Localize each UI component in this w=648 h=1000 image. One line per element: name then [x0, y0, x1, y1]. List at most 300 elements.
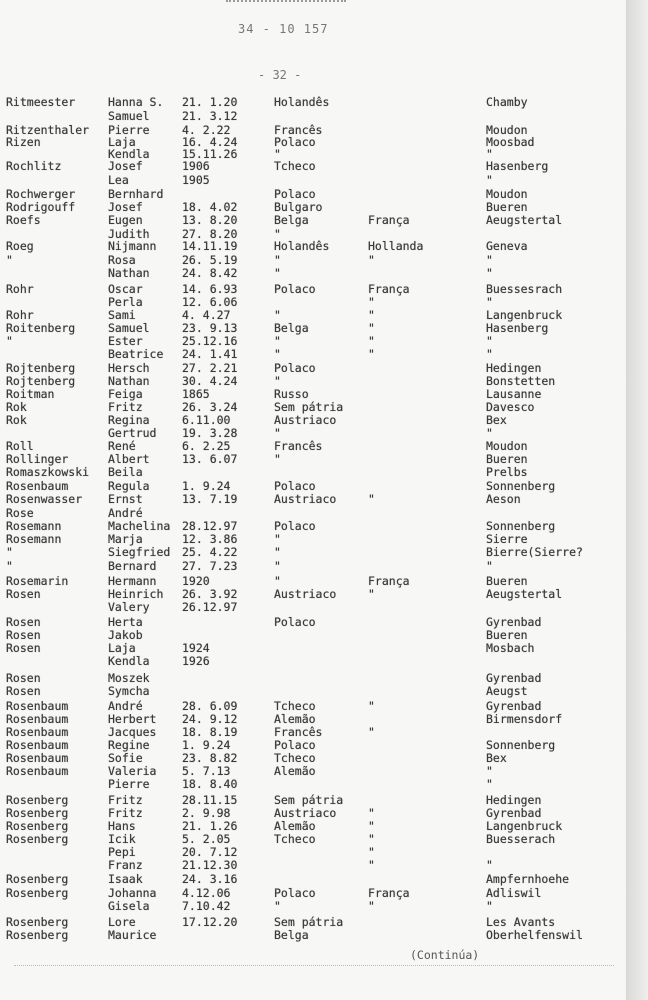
list-row [0, 283, 628, 296]
given-name-cell: Ester [108, 334, 143, 348]
residence-cell: " [486, 777, 493, 791]
list-row [0, 240, 628, 253]
given-name-cell: Bernard [108, 559, 157, 573]
birth-date-cell: 25. 4.22 [182, 545, 238, 559]
nationality-cell: Polaco [274, 615, 316, 629]
residence-cell: Gyrenbad [486, 806, 542, 820]
residence-cell: " [486, 559, 493, 573]
nationality-cell: Holandês [274, 95, 330, 109]
surname-cell: Rollinger [6, 452, 69, 466]
surname-cell: Rochlitz [6, 159, 62, 173]
list-row [0, 466, 628, 479]
birth-date-cell: 27. 8.20 [182, 227, 238, 241]
surname-cell: Rosen [6, 641, 41, 655]
list-row [0, 642, 628, 655]
given-name-cell: Icik [108, 832, 136, 846]
birth-date-cell: 14.11.19 [182, 239, 238, 253]
surname-cell: Rojtenberg [6, 361, 76, 375]
list-row [0, 859, 628, 872]
nationality-cell: Francês [274, 439, 323, 453]
surname-cell: Rok [6, 413, 27, 427]
given-name-cell: Kendla [108, 147, 150, 161]
surname-cell: Rosenberg [6, 793, 69, 807]
residence-cell: Gyrenbad [486, 699, 542, 713]
given-name-cell: Hans [108, 819, 136, 833]
nationality-cell: Polaco [274, 479, 316, 493]
nationality-cell: Alemão [274, 764, 316, 778]
residence-cell: Gyrenbad [486, 671, 542, 685]
nationality-cell: Belga [274, 321, 309, 335]
list-row [0, 900, 628, 913]
given-name-cell: André [108, 699, 143, 713]
given-name-cell: Herta [108, 615, 143, 629]
birth-date-cell: 14. 6.93 [182, 282, 238, 296]
residence-cell: Lausanne [486, 387, 542, 401]
given-name-cell: Pierre [108, 777, 150, 791]
given-name-cell: Samuel [108, 109, 150, 123]
birth-date-cell: 18. 8.40 [182, 777, 238, 791]
nationality-cell: " [274, 334, 281, 348]
residence-cell: Sonnenberg [486, 738, 556, 752]
list-row [0, 929, 628, 942]
residence-cell: Langenbruck [486, 819, 563, 833]
given-name-cell: Ernst [108, 492, 143, 506]
given-name-cell: Kendla [108, 654, 150, 668]
residence-cell: " [486, 858, 493, 872]
nationality-cell: " [274, 147, 281, 161]
nationality-cell: " [274, 559, 281, 573]
residence-cell: Aeugstertal [486, 587, 563, 601]
nationality-cell: Francês [274, 725, 323, 739]
given-name-cell: Gisela [108, 899, 150, 913]
surname-cell: Rosenberg [6, 915, 69, 929]
transit-country-cell: " [368, 806, 375, 820]
list-row [0, 493, 628, 506]
residence-cell: Sonnenberg [486, 519, 556, 533]
residence-cell: Prelbs [486, 465, 528, 479]
nationality-cell: " [274, 899, 281, 913]
surname-cell: Rosen [6, 671, 41, 685]
birth-date-cell: 17.12.20 [182, 915, 238, 929]
surname-cell: " [6, 545, 13, 559]
transit-country-cell: " [368, 347, 375, 361]
residence-cell: Sierre [486, 532, 528, 546]
list-row [0, 254, 628, 267]
surname-cell: Rochwerger [6, 187, 76, 201]
surname-cell: Rose [6, 506, 34, 520]
residence-cell: Bueren [486, 628, 528, 642]
birth-date-cell: 1865 [182, 387, 210, 401]
transit-country-cell: " [368, 899, 375, 913]
nationality-cell: Bulgaro [274, 200, 323, 214]
given-name-cell: Franz [108, 858, 143, 872]
residence-cell: Davesco [486, 400, 535, 414]
given-name-cell: Regina [108, 413, 150, 427]
birth-date-cell: 26. 3.92 [182, 587, 238, 601]
list-row [0, 546, 628, 559]
list-row [0, 110, 628, 123]
given-name-cell: Regine [108, 738, 150, 752]
document-reference: 34 - 10 157 [238, 22, 329, 36]
birth-date-cell: 7.10.42 [182, 899, 231, 913]
residence-cell: " [486, 266, 493, 280]
nationality-cell: Polaco [274, 282, 316, 296]
residence-cell: Langenbruck [486, 308, 563, 322]
nationality-cell: Holandês [274, 239, 330, 253]
list-row [0, 440, 628, 453]
birth-date-cell: 24. 1.41 [182, 347, 238, 361]
given-name-cell: Valeria [108, 764, 157, 778]
list-row [0, 685, 628, 698]
list-row [0, 616, 628, 629]
residence-cell: Oberhelfenswil [486, 928, 583, 942]
given-name-cell: Hanna S. [108, 95, 164, 109]
given-name-cell: Rosa [108, 253, 136, 267]
surname-cell: Rojtenberg [6, 374, 76, 388]
surname-cell: Rosemann [6, 519, 62, 533]
given-name-cell: Pierre [108, 123, 150, 137]
nationality-cell: Austriaco [274, 587, 337, 601]
birth-date-cell: 5. 7.13 [182, 764, 231, 778]
transit-country-cell: " [368, 253, 375, 267]
birth-date-cell: 23. 9.13 [182, 321, 238, 335]
birth-date-cell: 13. 8.20 [182, 213, 238, 227]
given-name-cell: Valery [108, 600, 150, 614]
surname-cell: Rosen [6, 628, 41, 642]
residence-cell: Hedingen [486, 793, 542, 807]
given-name-cell: Sami [108, 308, 136, 322]
nationality-cell: " [274, 574, 281, 588]
residence-cell: Moosbad [486, 135, 535, 149]
residence-cell: Birmensdorf [486, 712, 563, 726]
surname-cell: Rosemann [6, 532, 62, 546]
residence-cell: Bueren [486, 200, 528, 214]
given-name-cell: Josef [108, 159, 143, 173]
birth-date-cell: 2. 9.98 [182, 806, 231, 820]
residence-cell: " [486, 764, 493, 778]
given-name-cell: Machelina [108, 519, 171, 533]
surname-cell: Rosenberg [6, 886, 69, 900]
scan-edge [628, 0, 648, 1000]
surname-cell: Rosenberg [6, 832, 69, 846]
birth-date-cell: 28. 6.09 [182, 699, 238, 713]
birth-date-cell: 21. 3.12 [182, 109, 238, 123]
surname-cell: Rohr [6, 282, 34, 296]
residence-cell: Bierre(Sierre? [486, 545, 583, 559]
transit-country-cell: França [368, 282, 410, 296]
list-row [0, 655, 628, 668]
surname-cell: Rosenberg [6, 872, 69, 886]
residence-cell: " [486, 899, 493, 913]
residence-cell: Buesserach [486, 832, 556, 846]
given-name-cell: Lore [108, 915, 136, 929]
birth-date-cell: 21.12.30 [182, 858, 238, 872]
residence-cell: " [486, 147, 493, 161]
transit-country-cell: " [368, 819, 375, 833]
birth-date-cell: 1906 [182, 159, 210, 173]
birth-date-cell: 1. 9.24 [182, 738, 231, 752]
given-name-cell: Nathan [108, 374, 150, 388]
transit-country-cell: " [368, 334, 375, 348]
transit-country-cell: " [368, 725, 375, 739]
given-name-cell: Pepi [108, 845, 136, 859]
birth-date-cell: 1. 9.24 [182, 479, 231, 493]
nationality-cell: Tcheco [274, 159, 316, 173]
list-row [0, 601, 628, 614]
residence-cell: " [486, 426, 493, 440]
residence-cell: Aeugst [486, 684, 528, 698]
nationality-cell: Alemão [274, 819, 316, 833]
transit-country-cell: " [368, 858, 375, 872]
residence-cell: Hasenberg [486, 159, 549, 173]
given-name-cell: Lea [108, 173, 129, 187]
transit-country-cell: " [368, 308, 375, 322]
birth-date-cell: 13. 7.19 [182, 492, 238, 506]
residence-cell: Ampfernhoehe [486, 872, 570, 886]
list-row [0, 588, 628, 601]
surname-cell: Roefs [6, 213, 41, 227]
given-name-cell: Symcha [108, 684, 150, 698]
residence-cell: Mosbach [486, 641, 535, 655]
continued-note: (Continúa) [410, 948, 480, 962]
residence-cell: " [486, 347, 493, 361]
birth-date-cell: 26. 3.24 [182, 400, 238, 414]
residence-cell: Gyrenbad [486, 615, 542, 629]
surname-cell: Rosenbaum [6, 738, 69, 752]
residence-cell: Chamby [486, 95, 528, 109]
birth-date-cell: 20. 7.12 [182, 845, 238, 859]
given-name-cell: Eugen [108, 213, 143, 227]
birth-date-cell: 21. 1.20 [182, 95, 238, 109]
nationality-cell: Sem pátria [274, 400, 344, 414]
surname-cell: Rosenbaum [6, 764, 69, 778]
nationality-cell: Tcheco [274, 832, 316, 846]
given-name-cell: Heinrich [108, 587, 164, 601]
nationality-cell: Tcheco [274, 699, 316, 713]
surname-cell: " [6, 253, 13, 267]
birth-date-cell: 1920 [182, 574, 210, 588]
given-name-cell: Laja [108, 135, 136, 149]
birth-date-cell: 27. 2.21 [182, 361, 238, 375]
transit-country-cell: França [368, 886, 410, 900]
surname-cell: Roll [6, 439, 34, 453]
birth-date-cell: 24. 3.16 [182, 872, 238, 886]
nationality-cell: " [274, 347, 281, 361]
given-name-cell: Hermann [108, 574, 157, 588]
given-name-cell: Beatrice [108, 347, 164, 361]
birth-date-cell: 24. 8.42 [182, 266, 238, 280]
list-row [0, 873, 628, 886]
nationality-cell: " [274, 308, 281, 322]
surname-cell: " [6, 559, 13, 573]
surname-cell: Rosenberg [6, 806, 69, 820]
given-name-cell: Marja [108, 532, 143, 546]
given-name-cell: Nathan [108, 266, 150, 280]
nationality-cell: Sem pátria [274, 915, 344, 929]
list-row [0, 887, 628, 900]
residence-cell: Bueren [486, 452, 528, 466]
birth-date-cell: 21. 1.26 [182, 819, 238, 833]
given-name-cell: Jakob [108, 628, 143, 642]
list-row [0, 335, 628, 348]
list-row [0, 453, 628, 466]
given-name-cell: Sofie [108, 751, 143, 765]
list-row [0, 348, 628, 361]
transit-country-cell: " [368, 587, 375, 601]
birth-date-cell: 6. 2.25 [182, 439, 231, 453]
residence-cell: " [486, 173, 493, 187]
given-name-cell: Maurice [108, 928, 157, 942]
given-name-cell: Albert [108, 452, 150, 466]
nationality-cell: Tcheco [274, 751, 316, 765]
residence-cell: Aeugstertal [486, 213, 563, 227]
list-row [0, 520, 628, 533]
given-name-cell: André [108, 506, 143, 520]
birth-date-cell: 18. 4.02 [182, 200, 238, 214]
birth-date-cell: 23. 8.82 [182, 751, 238, 765]
nationality-cell: " [274, 452, 281, 466]
bottom-rule [14, 965, 614, 967]
residence-cell: Hedingen [486, 361, 542, 375]
birth-date-cell: 16. 4.24 [182, 135, 238, 149]
given-name-cell: Fritz [108, 806, 143, 820]
birth-date-cell: 25.12.16 [182, 334, 238, 348]
surname-cell: Ritzenthaler [6, 123, 90, 137]
residence-cell: Moudon [486, 187, 528, 201]
surname-cell: Rosenwasser [6, 492, 83, 506]
list-row [0, 765, 628, 778]
surname-cell: Rodrigouff [6, 200, 76, 214]
given-name-cell: Perla [108, 295, 143, 309]
given-name-cell: Fritz [108, 793, 143, 807]
nationality-cell: " [274, 227, 281, 241]
given-name-cell: Laja [108, 641, 136, 655]
given-name-cell: Fritz [108, 400, 143, 414]
nationality-cell: " [274, 374, 281, 388]
given-name-cell: Feiga [108, 387, 143, 401]
birth-date-cell: 28.12.97 [182, 519, 238, 533]
surname-cell: Rosenbaum [6, 725, 69, 739]
nationality-cell: " [274, 545, 281, 559]
transit-country-cell: " [368, 845, 375, 859]
given-name-cell: Bernhard [108, 187, 164, 201]
given-name-cell: Gertrud [108, 426, 157, 440]
given-name-cell: Moszek [108, 671, 150, 685]
given-name-cell: Hersch [108, 361, 150, 375]
birth-date-cell: 1924 [182, 641, 210, 655]
surname-cell: Rosenberg [6, 819, 69, 833]
nationality-cell: Polaco [274, 187, 316, 201]
transit-country-cell: França [368, 213, 410, 227]
birth-date-cell: 4.12.06 [182, 886, 231, 900]
nationality-cell: Polaco [274, 361, 316, 375]
birth-date-cell: 26.12.97 [182, 600, 238, 614]
residence-cell: Hasenberg [486, 321, 549, 335]
surname-cell: Rok [6, 400, 27, 414]
nationality-cell: Russo [274, 387, 309, 401]
surname-cell: Rosenbaum [6, 699, 69, 713]
list-row [0, 96, 628, 109]
surname-cell: Roitman [6, 387, 55, 401]
birth-date-cell: 4. 4.27 [182, 308, 231, 322]
given-name-cell: Regula [108, 479, 150, 493]
given-name-cell: Isaak [108, 872, 143, 886]
nationality-cell: Austriaco [274, 492, 337, 506]
nationality-cell: Sem pátria [274, 793, 344, 807]
transit-country-cell: " [368, 295, 375, 309]
nationality-cell: " [274, 253, 281, 267]
list-row [0, 833, 628, 846]
residence-cell: Moudon [486, 123, 528, 137]
nationality-cell: Polaco [274, 738, 316, 752]
surname-cell: Rosen [6, 615, 41, 629]
nationality-cell: " [274, 532, 281, 546]
birth-date-cell: 13. 6.07 [182, 452, 238, 466]
nationality-cell: Austriaco [274, 806, 337, 820]
list-row [0, 160, 628, 173]
surname-cell: Roeg [6, 239, 34, 253]
list-row [0, 778, 628, 791]
residence-cell: " [486, 253, 493, 267]
birth-date-cell: 27. 7.23 [182, 559, 238, 573]
surname-cell: Roitenberg [6, 321, 76, 335]
surname-cell: Romaszkowski [6, 465, 90, 479]
residence-cell: Aeson [486, 492, 521, 506]
given-name-cell: Herbert [108, 712, 157, 726]
residence-cell: Bex [486, 413, 507, 427]
surname-cell: Rohr [6, 308, 34, 322]
residence-cell: Bonstetten [486, 374, 556, 388]
birth-date-cell: 1926 [182, 654, 210, 668]
transit-country-cell: " [368, 699, 375, 713]
page-number: - 32 - [258, 68, 302, 82]
birth-date-cell: 4. 2.22 [182, 123, 231, 137]
surname-cell: Rosemarin [6, 574, 69, 588]
surname-cell: Rosen [6, 587, 41, 601]
nationality-cell: Belga [274, 213, 309, 227]
birth-date-cell: 26. 5.19 [182, 253, 238, 267]
given-name-cell: Samuel [108, 321, 150, 335]
given-name-cell: Nijmann [108, 239, 157, 253]
nationality-cell: Alemão [274, 712, 316, 726]
transit-country-cell: " [368, 832, 375, 846]
residence-cell: Moudon [486, 439, 528, 453]
birth-date-cell: 12. 3.86 [182, 532, 238, 546]
given-name-cell: Judith [108, 227, 150, 241]
list-row [0, 214, 628, 227]
transit-country-cell: Hollanda [368, 239, 424, 253]
residence-cell: Buessesrach [486, 282, 563, 296]
list-row [0, 846, 628, 859]
list-row [0, 672, 628, 685]
list-row [0, 560, 628, 573]
given-name-cell: Jacques [108, 725, 157, 739]
surname-cell: Rizen [6, 135, 41, 149]
residence-cell: Bueren [486, 574, 528, 588]
surname-cell: Rosenbaum [6, 712, 69, 726]
nationality-cell: Francês [274, 123, 323, 137]
list-row [0, 322, 628, 335]
surname-cell: Rosen [6, 684, 41, 698]
transit-country-cell: " [368, 321, 375, 335]
list-row [0, 414, 628, 427]
birth-date-cell: 30. 4.24 [182, 374, 238, 388]
residence-cell: Bex [486, 751, 507, 765]
nationality-cell: " [274, 266, 281, 280]
surname-cell: " [6, 334, 13, 348]
list-row [0, 267, 628, 280]
birth-date-cell: 5. 2.05 [182, 832, 231, 846]
